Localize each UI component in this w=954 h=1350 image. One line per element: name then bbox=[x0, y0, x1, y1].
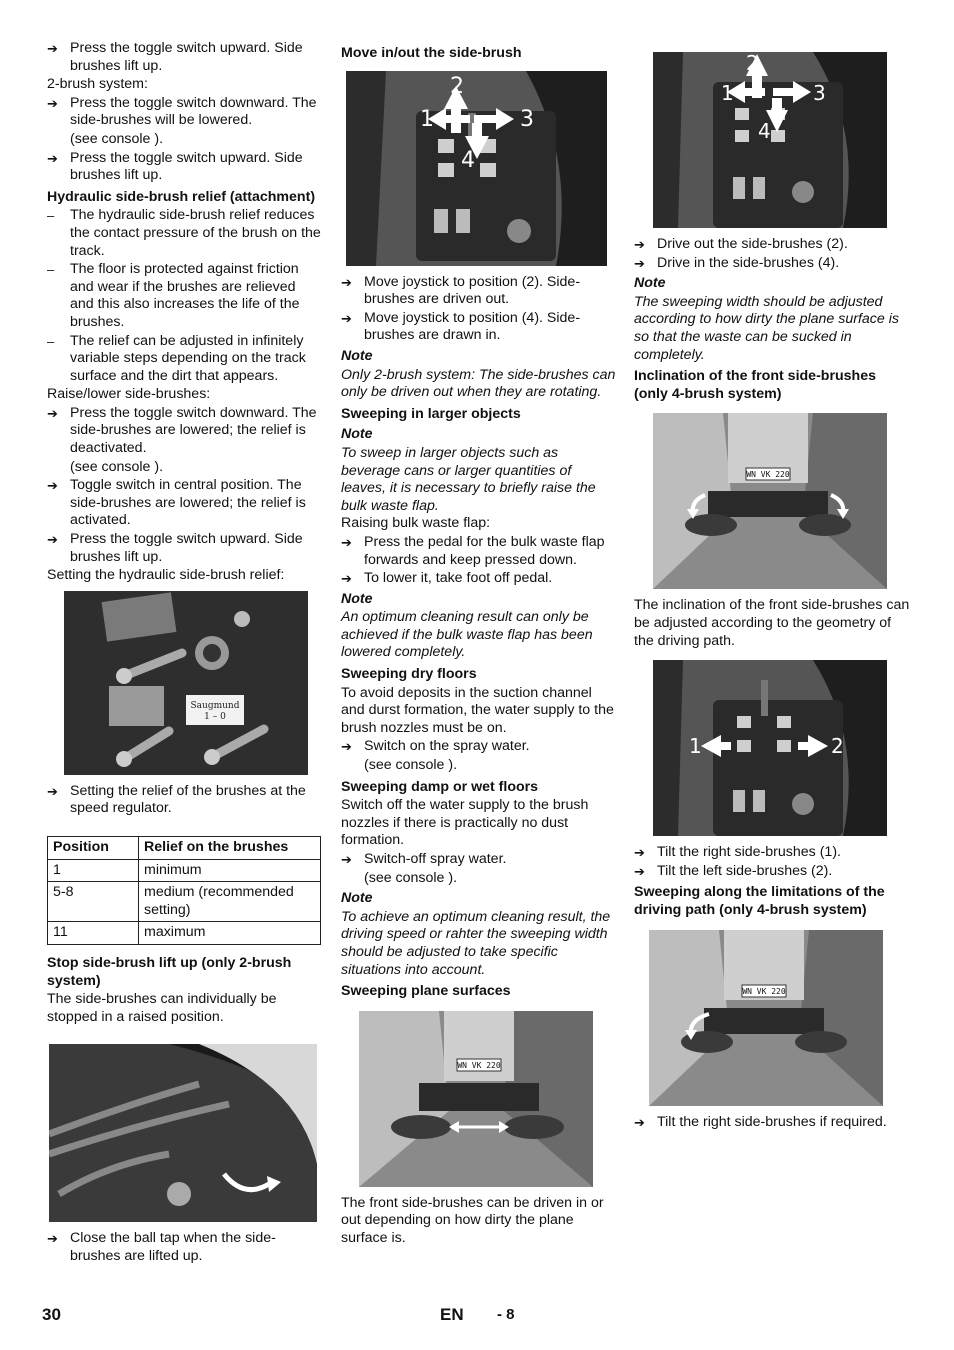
photo-sweeper-inclination bbox=[653, 413, 887, 589]
sign-label: Saugmund bbox=[190, 700, 240, 711]
table-cell: minimum bbox=[139, 859, 321, 882]
arrow-icon: ➔ bbox=[341, 852, 352, 867]
arrow-icon: ➔ bbox=[47, 783, 58, 799]
step-item: ➔ Tilt the right side-brushes (1). bbox=[634, 844, 841, 861]
table-cell: 11 bbox=[48, 922, 139, 945]
note-heading: Note bbox=[341, 426, 373, 443]
photo-sweeper-limitations bbox=[649, 930, 883, 1106]
arrow-icon: ➔ bbox=[47, 41, 58, 56]
arrow-icon: ➔ bbox=[634, 255, 645, 271]
dash-bullet: – bbox=[47, 262, 55, 278]
arrow-icon: ➔ bbox=[634, 1114, 645, 1130]
step-item: ➔ Press the toggle switch upward. Side brushes lift up. bbox=[47, 149, 303, 184]
joystick-label-4: 4 bbox=[461, 147, 475, 173]
table-row bbox=[48, 882, 321, 922]
relief-table bbox=[47, 836, 321, 945]
table-header: Relief on the brushes bbox=[139, 837, 321, 860]
note-heading: Note bbox=[341, 890, 373, 907]
photo-tilt-switches bbox=[653, 660, 887, 836]
table-row bbox=[48, 859, 321, 882]
section-heading: Hydraulic side-brush relief (attachment) bbox=[47, 188, 316, 205]
text-line: The inclination of the front side-brushes can be adjusted according to the geometry of the driving path. bbox=[634, 597, 910, 649]
text-line: Raising bulk waste flap: bbox=[341, 515, 491, 532]
joystick-label-2: 2 bbox=[450, 73, 464, 99]
step-item: ➔ Tilt the left side-brushes (2). bbox=[634, 862, 833, 879]
arrow-icon: ➔ bbox=[634, 237, 645, 252]
table-header-row bbox=[48, 837, 321, 860]
console-reference: (see console ). bbox=[70, 130, 164, 147]
step-item: ➔ Move joystick to position (4). Side-brushes are drawn in. bbox=[341, 309, 581, 344]
arrow-icon: ➔ bbox=[634, 845, 645, 861]
dash-bullet: – bbox=[47, 333, 55, 349]
step-item: ➔ Tilt the right side-brushes if required. bbox=[634, 1113, 887, 1130]
photo-joystick-console-2 bbox=[653, 52, 887, 228]
step-item: ➔ Press the toggle switch upward. Side brushes lift up. bbox=[47, 40, 303, 74]
table-cell: maximum bbox=[139, 922, 321, 945]
arrow-icon: ➔ bbox=[341, 274, 352, 290]
arrow-icon: ➔ bbox=[341, 534, 352, 550]
license-plate: WN VK 220 bbox=[746, 470, 790, 480]
photo-ball-tap bbox=[49, 1044, 317, 1222]
step-item: ➔ Setting the relief of the brushes at the speed regulator. bbox=[47, 782, 306, 817]
section-heading: Sweeping along the limitations of the driving path (only 4-brush system) bbox=[634, 884, 885, 918]
note-text: To sweep in larger objects such as beverage cans or larger quantities of leaves, it is necessary to briefly raise the bulk waste flap. bbox=[341, 444, 596, 514]
section-heading: Stop side-brush lift up (only 2-brush system) bbox=[47, 954, 292, 989]
console-reference: (see console ). bbox=[70, 458, 164, 475]
photo-joystick-console bbox=[346, 71, 607, 266]
table-cell: 5-8 bbox=[48, 882, 139, 922]
page-number: 30 bbox=[42, 1305, 61, 1324]
step-item: ➔ Switch-off spray water. bbox=[341, 851, 507, 867]
step-item: ➔ Press the toggle switch upward. Side brushes lift up. bbox=[47, 531, 303, 565]
console-reference: (see console ). bbox=[364, 757, 458, 774]
text-line: The front side-brushes can be driven in or out depending on how dirty the plane surface is. bbox=[341, 1194, 604, 1246]
joystick-label-1: 1 bbox=[721, 81, 734, 105]
step-item: ➔ Drive in the side-brushes (4). bbox=[634, 254, 840, 271]
joystick-label-3: 3 bbox=[813, 81, 826, 105]
note-text: Only 2-brush system: The side-brushes can only be driven out when they are rotating. bbox=[341, 366, 616, 401]
arrow-icon: ➔ bbox=[47, 478, 58, 494]
step-item: ➔ Toggle switch in central position. The side-brushes are lowered; the relief is activated. bbox=[47, 477, 306, 529]
license-plate: WN VK 220 bbox=[742, 986, 786, 996]
section-heading: Sweeping damp or wet floors bbox=[341, 778, 539, 795]
joystick-label-1: 1 bbox=[420, 106, 434, 132]
dash-bullet: – bbox=[47, 208, 55, 224]
joystick-label-4: 4 bbox=[758, 119, 771, 143]
dash-item: – The hydraulic side-brush relief reduces the contact pressure of the brush on the track. bbox=[47, 207, 321, 259]
joystick-label-2: 2 bbox=[746, 52, 759, 75]
section-heading: Sweeping plane surfaces bbox=[341, 983, 511, 1000]
arrow-icon: ➔ bbox=[341, 739, 352, 755]
column-middle bbox=[341, 40, 617, 1249]
step-item: ➔ Press the toggle switch downward. The side-brushes will be lowered. bbox=[47, 94, 317, 129]
console-reference: (see console ). bbox=[364, 869, 458, 886]
table-header: Position bbox=[48, 837, 139, 860]
table-cell: medium (recommended setting) bbox=[139, 882, 321, 922]
section-heading: Inclination of the front side-brushes (only 4-brush system) bbox=[634, 368, 876, 402]
photo-sweeper-plane bbox=[359, 1011, 593, 1187]
step-item: ➔ Press the toggle switch downward. The side-brushes are lowered; the relief is deactivated. bbox=[47, 404, 317, 457]
arrow-icon: ➔ bbox=[634, 863, 645, 879]
note-text: The sweeping width should be adjusted according to how dirty the plane surface is so that the waste can be sucked in completely. bbox=[634, 293, 899, 363]
license-plate: WN VK 220 bbox=[457, 1060, 501, 1070]
step-item: ➔ Switch on the spray water. bbox=[341, 738, 530, 755]
section-heading: Sweeping in larger objects bbox=[341, 405, 521, 422]
table-row bbox=[48, 922, 321, 945]
joystick-label-3: 3 bbox=[520, 106, 534, 132]
note-heading: Note bbox=[341, 347, 373, 364]
text-line: The side-brushes can individually be stopped in a raised position. bbox=[47, 991, 277, 1025]
arrow-icon: ➔ bbox=[341, 310, 352, 326]
arrow-icon: ➔ bbox=[47, 1231, 58, 1247]
step-item: ➔ Close the ball tap when the side-brushes are lifted up. bbox=[47, 1230, 276, 1264]
column-left bbox=[47, 40, 322, 1267]
tilt-label-1: 1 bbox=[689, 734, 702, 759]
text-line: Switch off the water supply to the brush nozzles if there is practically no dust formation. bbox=[341, 797, 589, 849]
text-line: Setting the hydraulic side-brush relief: bbox=[47, 567, 285, 584]
column-right bbox=[634, 40, 910, 1132]
note-heading: Note bbox=[634, 275, 666, 292]
step-item: ➔ To lower it, take foot off pedal. bbox=[341, 570, 553, 587]
language-code: EN bbox=[440, 1305, 464, 1324]
section-heading: Sweeping dry floors bbox=[341, 666, 477, 683]
table-cell: 1 bbox=[48, 859, 139, 882]
arrow-icon: ➔ bbox=[47, 405, 58, 421]
tilt-label-2: 2 bbox=[831, 734, 844, 759]
arrow-icon: ➔ bbox=[47, 150, 58, 166]
arrow-icon: ➔ bbox=[47, 95, 58, 111]
arrow-icon: ➔ bbox=[47, 532, 58, 548]
text-line: Raise/lower side-brushes: bbox=[47, 386, 211, 403]
photo-relief-levers bbox=[64, 591, 308, 775]
text-line: 2-brush system: bbox=[47, 76, 148, 93]
section-heading: Move in/out the side-brush bbox=[341, 45, 522, 61]
section-page: - 8 bbox=[497, 1306, 515, 1323]
sign-value: 1 – 0 bbox=[204, 711, 226, 722]
step-item: ➔ Move joystick to position (2). Side-brushes are driven out. bbox=[341, 273, 581, 308]
dash-item: – The floor is protected against friction and wear if the brushes are relieved and this also increases the life of the brushes. bbox=[47, 261, 300, 330]
step-item: ➔ Press the pedal for the bulk waste flap forwards and keep pressed down. bbox=[341, 533, 605, 568]
text-line: To avoid deposits in the suction channel and durst formation, the water supply to the brush nozzles must be on. bbox=[341, 684, 614, 736]
arrow-icon: ➔ bbox=[341, 571, 352, 587]
dash-item: – The relief can be adjusted in infinitely variable steps depending on the track surface and the dirt that appears. bbox=[47, 332, 306, 384]
step-item: ➔ Drive out the side-brushes (2). bbox=[634, 236, 848, 252]
note-text: An optimum cleaning result can only be achieved if the bulk waste flap has been lowered completely. bbox=[341, 609, 593, 661]
note-text: To achieve an optimum cleaning result, the driving speed or rahter the sweeping width should be adjusted to take specific situations into account. bbox=[341, 908, 611, 978]
note-heading: Note bbox=[341, 590, 373, 607]
